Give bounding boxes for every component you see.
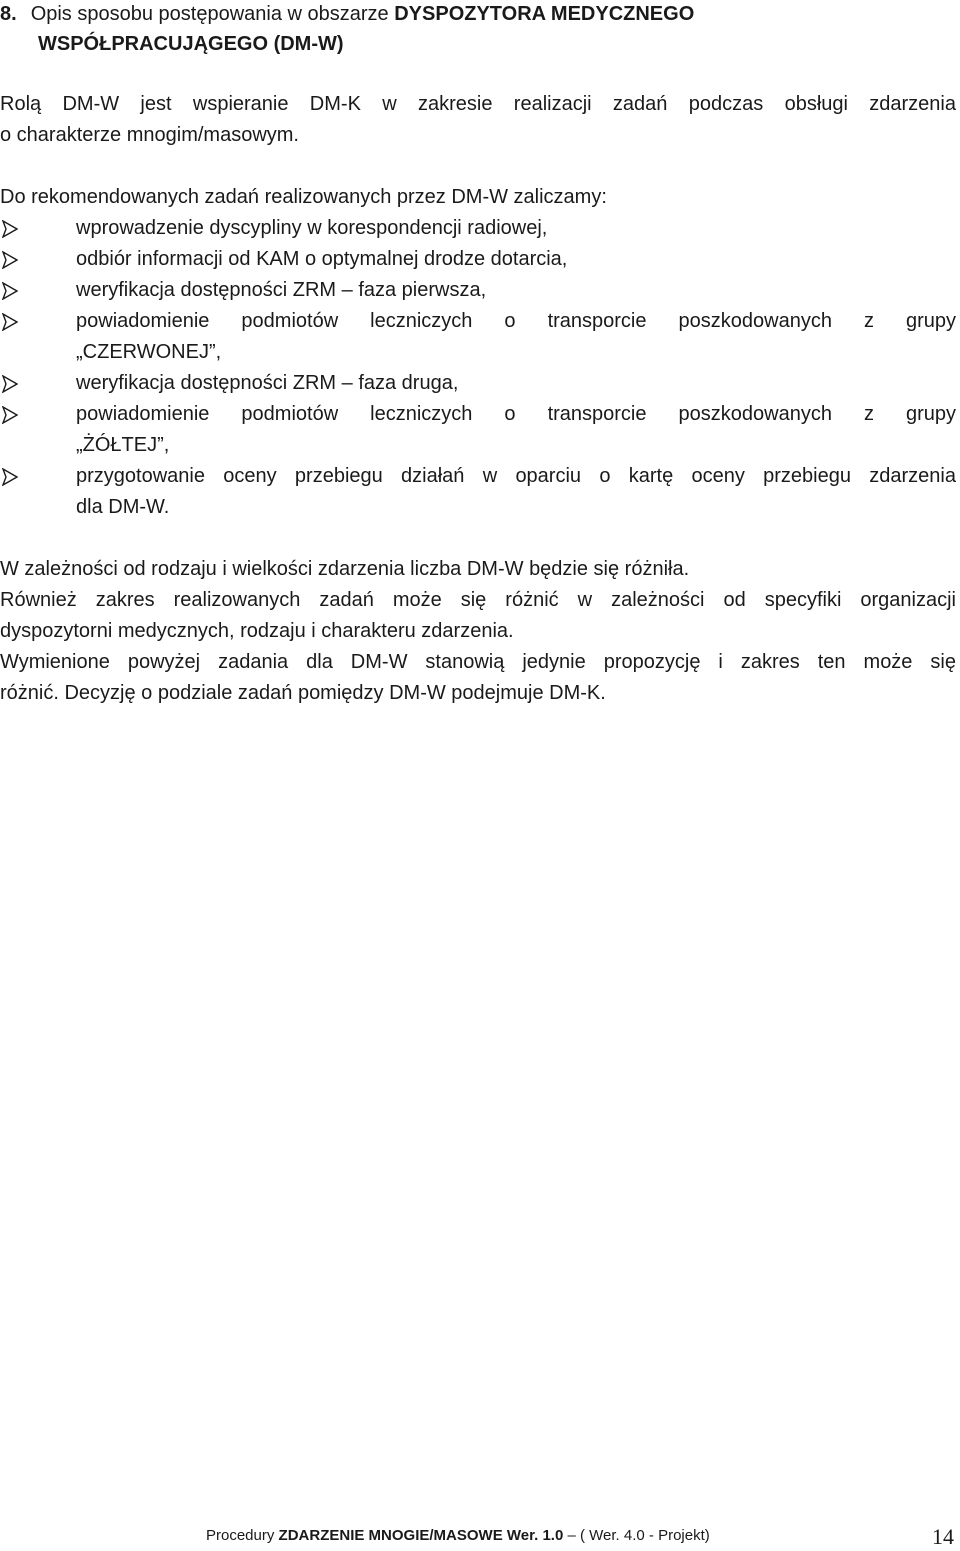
task-item-7-cont: dla DM-W. [76, 496, 170, 518]
arrow-bullet-icon [2, 282, 18, 300]
task-item-3: weryfikacja dostępności ZRM – faza pierwsza, [76, 279, 487, 301]
section-title-line-2 [38, 30, 344, 58]
section-title-prefix: Opis sposobu postępowania w obszarze [30, 3, 395, 25]
task-item-5: weryfikacja dostępności ZRM – faza druga, [76, 372, 459, 394]
task-item-1: wprowadzenie dyscypliny w korespondencji radiowej, [76, 217, 548, 239]
note-paragraph-3-line-1: Wymienione powyżej zadania dla DM-W stanowią jedynie propozycję i zakres ten może się [0, 651, 956, 673]
section-title-bold-1: DYSPOZYTORA MEDYCZNEGO [394, 3, 695, 25]
arrow-bullet-icon [2, 220, 18, 238]
section-heading [0, 0, 694, 28]
task-item-6-cont: „ŻÓŁTEJ”, [76, 434, 170, 456]
arrow-bullet-icon [2, 251, 18, 269]
arrow-bullet-icon [2, 468, 18, 486]
task-item-2: odbiór informacji od KAM o optymalnej drodze dotarcia, [76, 248, 568, 270]
footer-suffix: – ( Wer. 4.0 - Projekt) [563, 1527, 710, 1544]
task-item-4-cont: „CZERWONEJ”, [76, 341, 222, 363]
section-title-bold-2: WSPÓŁPRACUJĄGEGO (DM-W) [38, 33, 344, 55]
arrow-bullet-icon [2, 375, 18, 393]
intro-line-2: o charakterze mnogim/masowym. [0, 124, 299, 146]
note-paragraph-3-line-2: różnić. Decyzję o podziale zadań pomiędzy DM-W podejmuje DM-K. [0, 682, 606, 704]
task-item-6: powiadomienie podmiotów leczniczych o transporcie poszkodowanych z grupy [76, 403, 956, 425]
arrow-bullet-icon [2, 313, 18, 331]
footer-bold: ZDARZENIE MNOGIE/MASOWE Wer. 1.0 [278, 1527, 564, 1544]
note-paragraph-2-line-1: Również zakres realizowanych zadań może się różnić w zależności od specyfiki organizacji [0, 589, 956, 611]
note-paragraph-2-line-2: dyspozytorni medycznych, rodzaju i charakteru zdarzenia. [0, 620, 514, 642]
intro-line-1: Rolą DM-W jest wspieranie DM-K w zakresie realizacji zadań podczas obsługi zdarzenia [0, 93, 956, 115]
tasks-lead: Do rekomendowanych zadań realizowanych przez DM-W zaliczamy: [0, 186, 607, 208]
section-number: 8. [0, 3, 17, 25]
page-footer [206, 1526, 710, 1546]
task-item-7: przygotowanie oceny przebiegu działań w oparciu o kartę oceny przebiegu zdarzenia [76, 465, 956, 487]
arrow-bullet-icon [2, 406, 18, 424]
task-item-4: powiadomienie podmiotów leczniczych o transporcie poszkodowanych z grupy [76, 310, 956, 332]
footer-prefix: Procedury [206, 1527, 279, 1544]
page-number: 14 [932, 1524, 954, 1549]
note-paragraph-1: W zależności od rodzaju i wielkości zdarzenia liczba DM-W będzie się różniła. [0, 558, 690, 580]
